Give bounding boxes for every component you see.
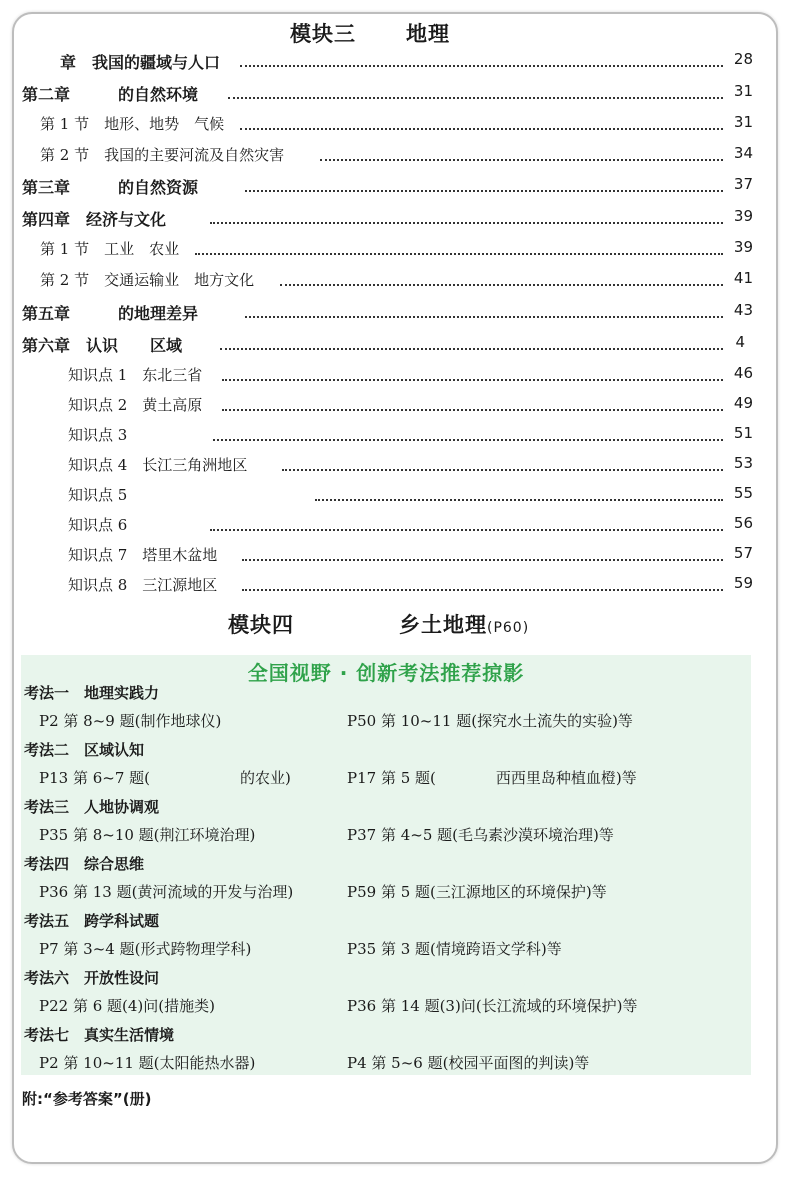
toc-row[interactable] [0, 394, 790, 422]
method-title: 考法三 人地协调观 [24, 798, 160, 816]
toc-label: 第 1 节 工业 农业 [40, 238, 183, 259]
toc-row[interactable] [0, 544, 790, 572]
toc-leader [242, 589, 723, 591]
toc-leader [195, 253, 723, 255]
toc-page: 39 [733, 207, 753, 225]
method-title: 考法四 综合思维 [24, 855, 145, 873]
toc-row[interactable] [0, 333, 790, 361]
toc-label: 知识点 1 东北三省 [68, 364, 206, 385]
toc-label: 知识点 4 长江三角洲地区 [68, 454, 251, 475]
method-right: P37 第 4~5 题(毛乌素沙漠环境治理)等 [347, 826, 614, 844]
methods-title: 全国视野 · 创新考法推荐掠影 [247, 661, 525, 685]
toc-label: 第 2 节 交通运输业 地方文化 [40, 269, 258, 290]
toc-row[interactable] [0, 574, 790, 602]
method-left: P13 第 6~7 题( 的农业) [39, 769, 291, 787]
toc-page: 53 [733, 454, 753, 472]
toc-label: 第 2 节 我国的主要河流及自然灾害 [40, 144, 288, 165]
toc-row[interactable] [0, 175, 790, 203]
toc-page: 46 [733, 364, 753, 382]
toc-label: 知识点 5 [68, 484, 131, 505]
module3-title [290, 18, 450, 48]
toc-page: 28 [733, 50, 753, 68]
appendix-note: 附:“参考答案”(册) [22, 1090, 152, 1108]
method-right: P36 第 14 题(3)问(长江流域的环境保护)等 [347, 997, 638, 1015]
toc-row[interactable] [0, 424, 790, 452]
method-left: P36 第 13 题(黄河流域的开发与治理) [39, 883, 294, 901]
toc-page: 49 [733, 394, 753, 412]
toc-leader [240, 128, 723, 130]
toc-row[interactable] [0, 301, 790, 329]
toc-label: 第三章 的自然资源 [22, 175, 202, 198]
toc-row[interactable] [0, 207, 790, 235]
method-right: P17 第 5 题( 西西里岛种植血橙)等 [347, 769, 637, 787]
toc-leader [240, 65, 723, 67]
toc-row[interactable] [0, 113, 790, 141]
method-right: P4 第 5~6 题(校园平面图的判读)等 [347, 1054, 590, 1072]
toc-row[interactable] [0, 364, 790, 392]
toc-leader [220, 348, 723, 350]
toc-leader [222, 409, 723, 411]
method-title: 考法六 开放性设问 [24, 969, 160, 987]
toc-page: 56 [733, 514, 753, 532]
method-left: P35 第 8~10 题(荆江环境治理) [39, 826, 256, 844]
module4-title-left: 模块四 [228, 613, 294, 637]
toc-row[interactable] [0, 514, 790, 542]
method-title: 考法二 区域认知 [24, 741, 145, 759]
toc-page: 55 [733, 484, 753, 502]
toc-leader [320, 159, 723, 161]
toc-leader [245, 190, 723, 192]
toc-leader [282, 469, 723, 471]
toc-row[interactable] [0, 454, 790, 482]
method-title: 考法五 跨学科试题 [24, 912, 160, 930]
toc-row[interactable] [0, 82, 790, 110]
toc-label: 第四章 经济与文化 [22, 207, 170, 230]
toc-leader [213, 439, 723, 441]
toc-leader [228, 97, 723, 99]
module4-title [228, 609, 529, 639]
module4-page-ref: (P60) [487, 620, 530, 636]
toc-page: 41 [733, 269, 753, 287]
toc-row[interactable] [0, 238, 790, 266]
toc-label: 知识点 7 塔里木盆地 [68, 544, 221, 565]
toc-label: 第六章 认识 区域 [22, 333, 186, 356]
module3-title-right: 地理 [406, 22, 450, 46]
method-title: 考法一 地理实践力 [24, 684, 160, 702]
module4-title-right: 乡土地理 [399, 613, 487, 637]
toc-page: 4 [735, 333, 745, 351]
toc-leader [245, 316, 723, 318]
toc-page: 39 [733, 238, 753, 256]
toc-leader [315, 499, 723, 501]
method-title: 考法七 真实生活情境 [24, 1026, 175, 1044]
toc-label: 章 我国的疆域与人口 [60, 50, 224, 73]
method-left: P2 第 10~11 题(太阳能热水器) [39, 1054, 256, 1072]
toc-row[interactable] [0, 50, 790, 78]
toc-label: 知识点 3 [68, 424, 131, 445]
toc-page: 34 [733, 144, 753, 162]
toc-label: 知识点 2 黄土高原 [68, 394, 206, 415]
toc-page: 31 [733, 82, 753, 100]
toc-page: 51 [733, 424, 753, 442]
toc-row[interactable] [0, 144, 790, 172]
methods-panel [21, 655, 751, 1075]
toc-leader [242, 559, 723, 561]
toc-page: 43 [733, 301, 753, 319]
method-left: P7 第 3~4 题(形式跨物理学科) [39, 940, 252, 958]
toc-leader [210, 222, 723, 224]
method-right: P50 第 10~11 题(探究水土流失的实验)等 [347, 712, 633, 730]
toc-label: 知识点 6 [68, 514, 131, 535]
method-right: P35 第 3 题(情境跨语文学科)等 [347, 940, 562, 958]
toc-page: 37 [733, 175, 753, 193]
toc-row[interactable] [0, 484, 790, 512]
toc-leader [222, 379, 723, 381]
toc-label: 第五章 的地理差异 [22, 301, 202, 324]
toc-label: 第 1 节 地形、地势 气候 [40, 113, 228, 134]
method-left: P2 第 8~9 题(制作地球仪) [39, 712, 222, 730]
toc-leader [210, 529, 723, 531]
toc-label: 知识点 8 三江源地区 [68, 574, 221, 595]
module3-title-left: 模块三 [290, 22, 356, 46]
method-right: P59 第 5 题(三江源地区的环境保护)等 [347, 883, 607, 901]
toc-page: 57 [733, 544, 753, 562]
toc-row[interactable] [0, 269, 790, 297]
toc-leader [280, 284, 723, 286]
toc-page: 31 [733, 113, 753, 131]
toc-page: 59 [733, 574, 753, 592]
toc-label: 第二章 的自然环境 [22, 82, 202, 105]
method-left: P22 第 6 题(4)问(措施类) [39, 997, 215, 1015]
